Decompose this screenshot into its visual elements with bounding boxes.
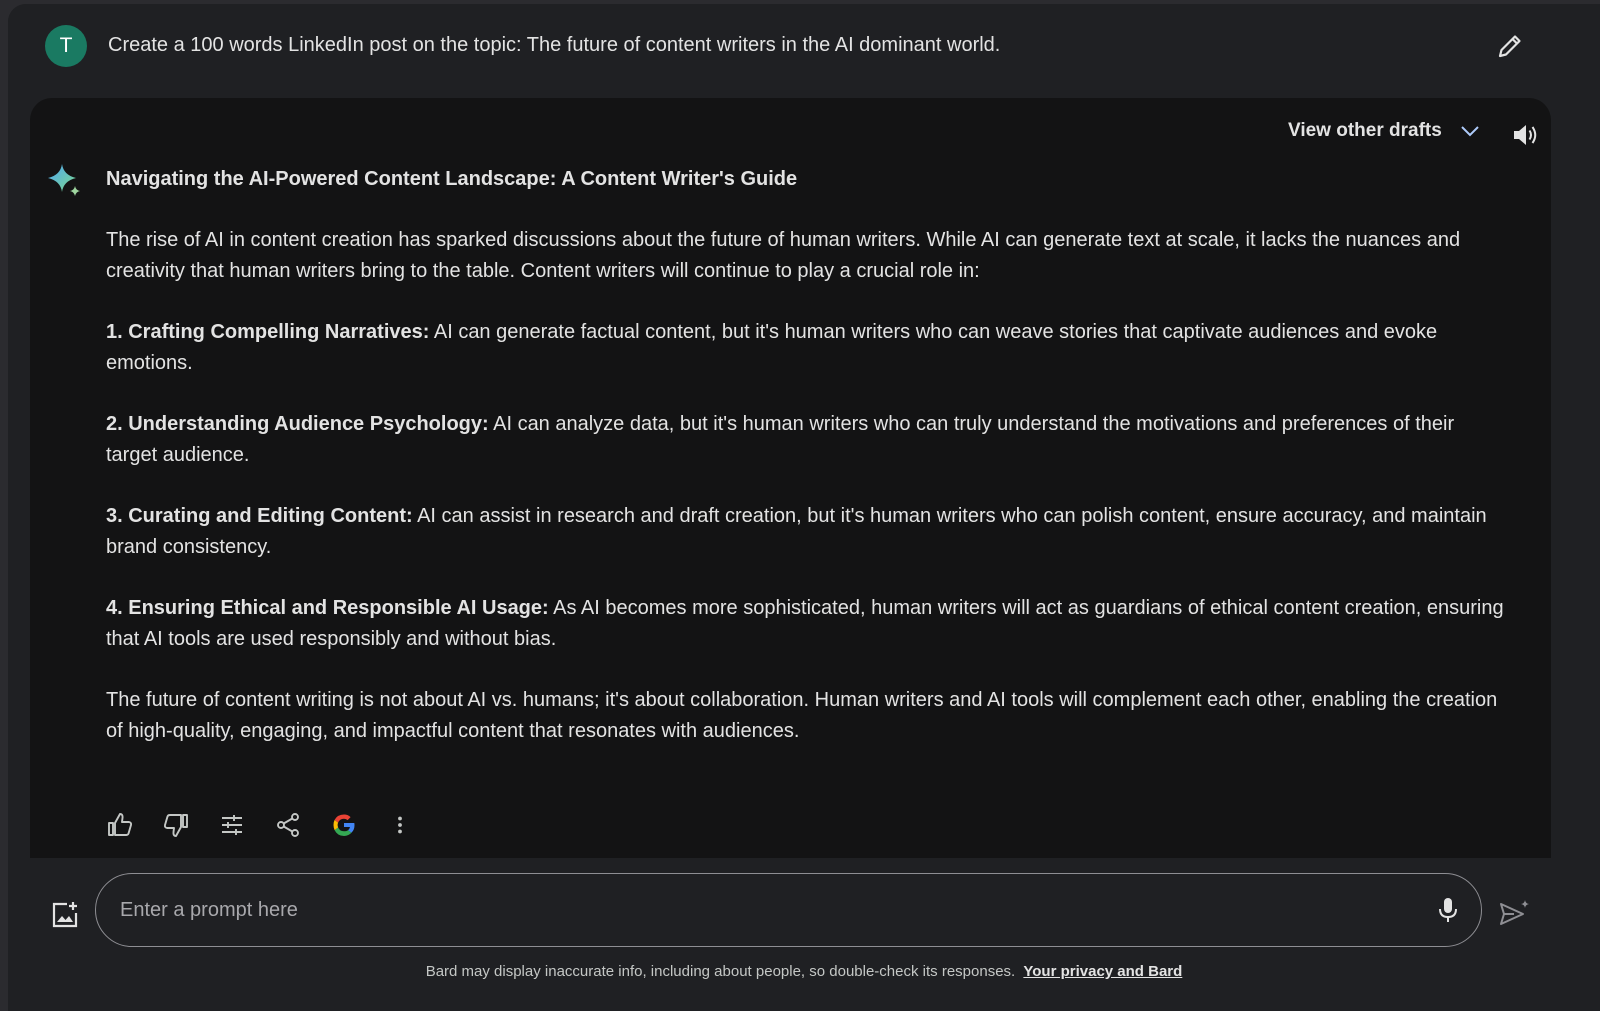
pencil-icon bbox=[1494, 30, 1526, 62]
google-icon bbox=[331, 812, 357, 838]
response-point bbox=[106, 501, 1506, 563]
speaker-icon bbox=[1510, 120, 1540, 150]
more-options-button[interactable] bbox=[386, 811, 414, 839]
more-options-icon bbox=[387, 812, 413, 838]
prompt-input[interactable] bbox=[120, 874, 1410, 946]
edit-query-button[interactable] bbox=[1494, 30, 1526, 62]
point-body: AI can assist in research and draft creation, but it's human writers who can polish content, ensure accuracy, and maintain brand consistency. bbox=[106, 505, 1487, 558]
good-response-button[interactable] bbox=[106, 811, 134, 839]
google-it-button[interactable] bbox=[330, 811, 358, 839]
response-content bbox=[106, 164, 1506, 777]
response-actions bbox=[106, 810, 442, 840]
point-body: AI can analyze data, but it's human writers who can truly understand the motivations and preferences of their target audience. bbox=[106, 413, 1455, 466]
bad-response-button[interactable] bbox=[162, 811, 190, 839]
point-heading: 4. Ensuring Ethical and Responsible AI Usage: bbox=[106, 597, 549, 619]
point-body: AI can generate factual content, but it's human writers who can weave stories that captivate audiences and evoke emotions. bbox=[106, 321, 1438, 374]
thumbs-down-icon bbox=[163, 812, 189, 838]
response-conclusion: The future of content writing is not about AI vs. humans; it's about collaboration. Human writers and AI tools will complement each other, enabling the creation of high-quality, engaging, and impactful content that resonates with audiences. bbox=[106, 689, 1498, 742]
add-image-icon bbox=[50, 900, 80, 930]
listen-button[interactable] bbox=[1510, 120, 1540, 150]
user-query-row bbox=[8, 4, 1600, 92]
view-other-drafts-button[interactable] bbox=[1288, 120, 1480, 142]
disclaimer-text: Bard may display inaccurate info, including about people, so double-check its responses. bbox=[425, 963, 1016, 980]
point-body: As AI becomes more sophisticated, human writers will act as guardians of ethical content creation, ensuring that AI tools are used responsibly and without bias. bbox=[106, 597, 1504, 650]
point-heading: 1. Crafting Compelling Narratives: bbox=[106, 321, 430, 343]
view-drafts-label: View other drafts bbox=[1288, 120, 1442, 141]
thumbs-up-icon bbox=[107, 812, 133, 838]
modify-response-button[interactable] bbox=[218, 811, 246, 839]
point-heading: 2. Understanding Audience Psychology: bbox=[106, 413, 489, 435]
avatar[interactable]: T bbox=[45, 25, 87, 67]
bard-sparkle-icon bbox=[48, 164, 82, 198]
modify-response-icon bbox=[219, 812, 245, 838]
chevron-down-icon bbox=[1460, 124, 1480, 138]
response-intro: The rise of AI in content creation has sparked discussions about the future of human writers. While AI can generate text at scale, it lacks the nuances and creativity that human writers bring to the table. Content writers will continue to play a crucial role in: bbox=[106, 229, 1461, 282]
send-icon bbox=[1498, 898, 1530, 930]
microphone-button[interactable] bbox=[1434, 896, 1462, 924]
microphone-icon bbox=[1434, 896, 1462, 924]
prompt-area bbox=[8, 858, 1600, 1011]
upload-image-button[interactable] bbox=[50, 900, 80, 930]
bard-window bbox=[8, 4, 1600, 1011]
response-point bbox=[106, 593, 1506, 655]
point-heading: 3. Curating and Editing Content: bbox=[106, 505, 413, 527]
response-point bbox=[106, 409, 1506, 471]
share-icon bbox=[275, 812, 301, 838]
send-button[interactable] bbox=[1498, 898, 1530, 930]
prompt-box bbox=[95, 873, 1482, 947]
response-point bbox=[106, 317, 1506, 379]
response-title: Navigating the AI-Powered Content Landscape: A Content Writer's Guide bbox=[106, 168, 798, 190]
privacy-link[interactable]: Your privacy and Bard bbox=[1023, 963, 1183, 980]
share-button[interactable] bbox=[274, 811, 302, 839]
disclaimer bbox=[8, 963, 1600, 980]
user-query-text: Create a 100 words LinkedIn post on the topic: The future of content writers in the AI dominant world. bbox=[108, 34, 1001, 56]
response-card bbox=[30, 98, 1551, 858]
